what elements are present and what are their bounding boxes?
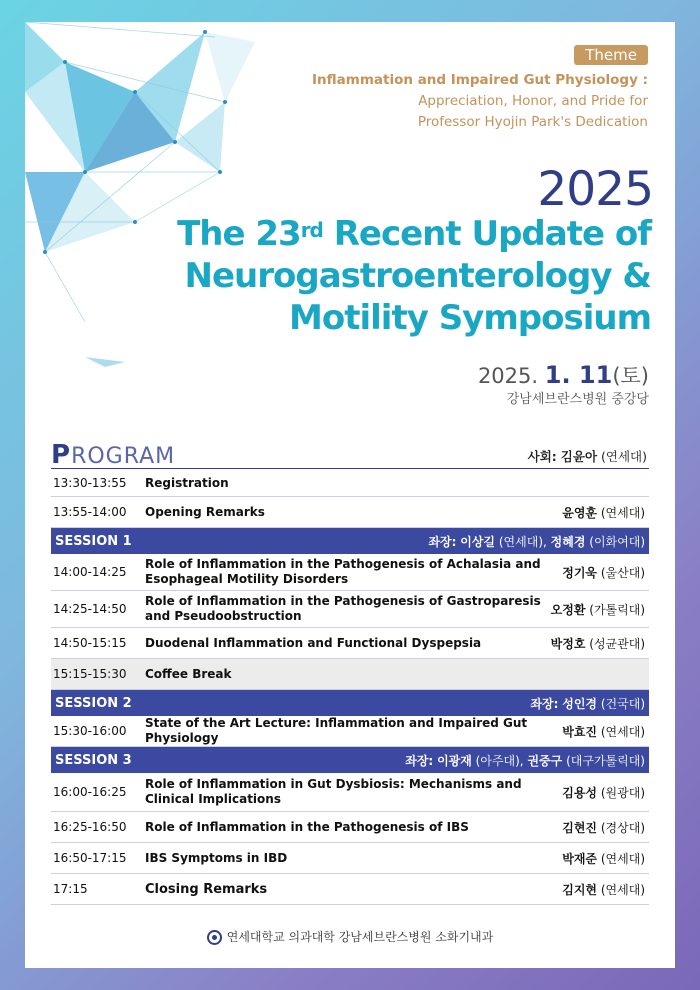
speaker-affil: (경상대) [600, 820, 645, 835]
title-part-1: The 23 [177, 214, 301, 254]
date-main: 1. 11 [544, 361, 613, 389]
theme-line-1: Inflammation and Impaired Gut Physiology : [312, 72, 648, 88]
event-title [51, 213, 651, 339]
row-time: 15:30-16:00 [53, 724, 127, 738]
row-topic: Role of Inflammation in the Pathogenesis of Gastroparesis and Pseudoobstruction [145, 594, 541, 623]
row-topic: Registration [145, 475, 229, 490]
program-row [51, 497, 649, 528]
row-topic: Role of Inflammation in Gut Dysbiosis: Mechanisms and Clinical Implications [145, 777, 522, 806]
row-time: 16:00-16:25 [53, 785, 127, 799]
row-speaker [562, 784, 649, 801]
row-topic: State of the Art Lecture: Inflammation and Impaired Gut Physiology [145, 716, 528, 745]
theme-line-3: Professor Hyojin Park's Dedication [417, 114, 648, 130]
row-speaker [562, 504, 649, 521]
speaker-name: 김현진 [562, 820, 598, 835]
program-title [51, 440, 176, 470]
chair-name: 성인경 [562, 696, 598, 711]
title-line-3: Motility Symposium [289, 298, 651, 338]
row-speaker [562, 881, 649, 898]
program-row [51, 812, 649, 843]
program-row [51, 843, 649, 874]
row-topic: Closing Remarks [145, 881, 268, 897]
event-venue: 강남세브란스병원 중강당 [506, 392, 649, 407]
speaker-name: 박정호 [550, 636, 586, 651]
chair-label: 좌장: [405, 753, 434, 768]
program-title-initial: P [51, 440, 72, 470]
row-topic: IBS Symptoms in IBD [145, 850, 288, 865]
program-row [51, 773, 649, 812]
row-time: 13:30-13:55 [53, 476, 127, 490]
program-row [51, 591, 649, 628]
speaker-affil: (연세대) [600, 724, 645, 739]
theme-text [288, 70, 648, 133]
speaker-name: 오정환 [550, 602, 586, 617]
session-name: SESSION 1 [55, 533, 132, 549]
theme-line-2: Appreciation, Honor, and Pride for [418, 93, 648, 109]
speaker-name: 박재준 [562, 851, 598, 866]
row-topic: Role of Inflammation in the Pathogenesis of IBS [145, 819, 469, 834]
chair-affil: (연세대), [498, 534, 547, 549]
session-header [51, 528, 649, 554]
program-row [51, 659, 649, 690]
program-title-rest: ROGRAM [71, 444, 176, 469]
speaker-affil: (연세대) [600, 851, 645, 866]
mc-affil: (연세대) [601, 449, 647, 464]
chair-name: 이상길 [460, 534, 496, 549]
row-speaker [562, 819, 649, 836]
session-name: SESSION 2 [55, 695, 132, 711]
speaker-affil: (울산대) [600, 565, 645, 580]
row-topic: Coffee Break [145, 666, 232, 681]
row-topic: Opening Remarks [145, 504, 265, 519]
title-line-2: Neurogastroenterology & [184, 256, 651, 296]
speaker-name: 윤영훈 [562, 505, 598, 520]
speaker-name: 박효진 [562, 724, 598, 739]
theme-badge: Theme [574, 45, 648, 65]
session-chairs [530, 695, 649, 712]
mc-label: 사회: [527, 449, 557, 464]
row-speaker [562, 850, 649, 867]
program-row [51, 554, 649, 591]
speaker-name: 김지현 [562, 882, 598, 897]
row-speaker [562, 723, 649, 740]
row-topic: Duodenal Inflammation and Functional Dyspepsia [145, 635, 482, 650]
mc-info [528, 447, 647, 465]
row-time: 13:55-14:00 [53, 505, 127, 519]
speaker-affil: (원광대) [600, 785, 645, 800]
speaker-name: 정기욱 [562, 565, 598, 580]
date-day: (토) [612, 364, 649, 388]
chair-label: 좌장: [428, 534, 457, 549]
footer-text: 연세대학교 의과대학 강남세브란스병원 소화기내과 [226, 930, 494, 944]
row-time: 16:50-17:15 [53, 851, 127, 865]
speaker-name: 김용성 [562, 785, 598, 800]
session-header [51, 747, 649, 773]
mc-name: 김윤아 [560, 449, 598, 464]
session-header [51, 690, 649, 716]
program-row [51, 716, 649, 747]
row-time: 17:15 [53, 882, 88, 896]
session-chairs [428, 533, 649, 550]
chair-affil: (건국대) [600, 696, 645, 711]
program-row [51, 874, 649, 905]
event-date [478, 360, 649, 390]
title-part-2: Recent Update of [322, 214, 651, 254]
speaker-affil: (성균관대) [589, 636, 645, 651]
event-year: 2025 [537, 162, 653, 217]
university-seal-icon [207, 930, 222, 945]
row-topic: Role of Inflammation in the Pathogenesis of Achalasia and Esophageal Motility Disorders [145, 557, 541, 586]
session-chairs [405, 752, 649, 769]
chair-affil-2: (대구가톨릭대) [566, 753, 645, 768]
row-time: 14:25-14:50 [53, 602, 127, 616]
row-time: 14:00-14:25 [53, 565, 127, 579]
speaker-affil: (연세대) [600, 505, 645, 520]
poster-card [25, 22, 675, 968]
program-table [51, 470, 649, 905]
row-time: 14:50-15:15 [53, 636, 127, 650]
speaker-affil: (연세대) [600, 882, 645, 897]
row-speaker [551, 635, 649, 652]
chair-affil-2: (이화여대) [589, 534, 645, 549]
chair-name-2: 권중구 [527, 753, 563, 768]
chair-label: 좌장: [530, 696, 559, 711]
row-time: 15:15-15:30 [53, 667, 127, 681]
program-row [51, 628, 649, 659]
title-ordinal: rd [300, 218, 323, 242]
date-prefix: 2025. [477, 364, 539, 388]
row-speaker [551, 601, 649, 618]
speaker-affil: (가톨릭대) [589, 602, 645, 617]
chair-name: 이광재 [437, 753, 472, 768]
session-name: SESSION 3 [55, 752, 132, 768]
row-time: 16:25-16:50 [53, 820, 127, 834]
row-speaker [562, 564, 649, 581]
program-header [51, 442, 649, 469]
chair-name-2: 정혜경 [550, 534, 586, 549]
program-row [51, 470, 649, 497]
chair-affil: (아주대), [475, 753, 524, 768]
footer [25, 928, 675, 945]
